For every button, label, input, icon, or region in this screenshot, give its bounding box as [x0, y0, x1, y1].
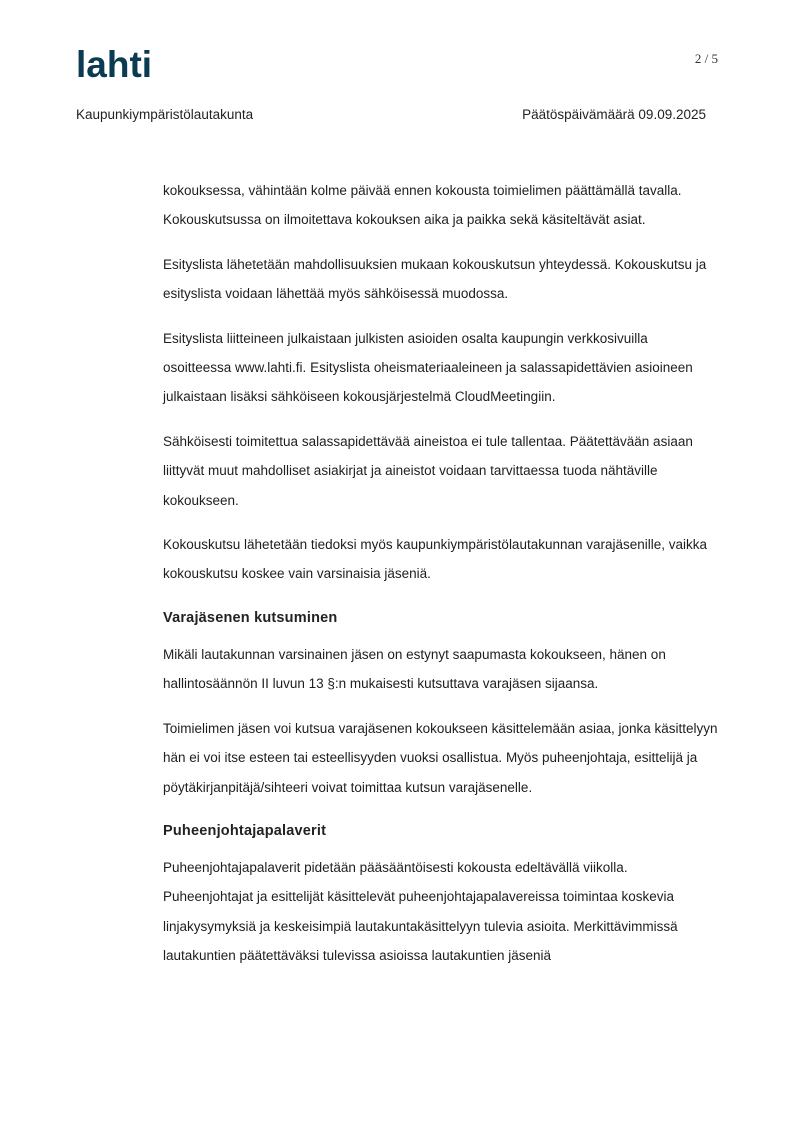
paragraph: Puheenjohtajapalaverit pidetään pääsääntöisesti kokousta edeltävällä viikolla. Puheenjohtajat ja esittelijät käsittelevät puheenjohtajapalavereissa toimintaa koskevia linjakysymyksiä ja keskeisimpiä lautakuntakäsittelyyn tulevia asioita. Merkittävimmissä lautakuntien päätettäväksi tulevissa asioissa lautakuntien jäseniä: [163, 859, 678, 964]
paragraph: Mikäli lautakunnan varsinainen jäsen on estynyt saapumasta kokoukseen, hänen on hallintosäännön II luvun 13 §:n mukaisesti kutsuttava varajäsen sijaansa.: [163, 646, 666, 692]
logo-text: lahti: [76, 46, 153, 82]
paragraph: kokouksessa, vähintään kolme päivää ennen kokousta toimielimen päättämällä tavalla. Kokouskutsussa on ilmoitettava kokouksen aika ja paikka sekä käsiteltävät asiat.: [163, 183, 682, 228]
decision-date: Päätöspäivämäärä 09.09.2025: [522, 107, 706, 122]
paragraph: Esityslista liitteineen julkaistaan julkisten asioiden osalta kaupungin verkkosivuilla osoitteessa www.lahti.fi. Esityslista oheismateriaaleineen ja salassapidettävien asioineen julkaistaan lisäksi sähköiseen kokousjärjestelmä CloudMeetingiin.: [163, 330, 693, 405]
paragraph: Kokouskutsu lähetetään tiedoksi myös kaupunkiympäristölautakunnan varajäsenille, vaikka kokouskutsu koskee vain varsinaisia jäseniä.: [163, 537, 708, 582]
paragraph: Toimielimen jäsen voi kutsua varajäsenen kokoukseen käsittelemään asiaa, jonka käsittelyyn hän ei voi itse esteen tai esteellisyyden vuoksi osallistua. Myös puheenjohtaja, esittelijä ja pöytäkirjanpitäjä/sihteeri voivat toimittaa kutsun varajäsenelle.: [163, 720, 718, 795]
page-number: 2 / 5: [694, 51, 718, 66]
section-heading: Puheenjohtajapalaverit: [163, 822, 327, 839]
document-header: [76, 107, 706, 122]
paragraph: Sähköisesti toimitettua salassapidettävää aineistoa ei tule tallentaa. Päätettävään asiaan liittyvät muut mahdolliset asiakirjat ja aineistot voidaan tarvittaessa tuoda nähtäville kokoukseen.: [163, 433, 693, 508]
section-heading: Varajäsenen kutsuminen: [163, 609, 338, 626]
paragraph: Esityslista lähetetään mahdollisuuksien mukaan kokouskutsun yhteydessä. Kokouskutsu ja esityslista voidaan lähettää myös sähköisessä muodossa.: [163, 256, 707, 302]
lahti-logo: [76, 46, 168, 82]
organization-name: Kaupunkiympäristölautakunta: [76, 107, 254, 122]
document-body: [163, 176, 719, 986]
